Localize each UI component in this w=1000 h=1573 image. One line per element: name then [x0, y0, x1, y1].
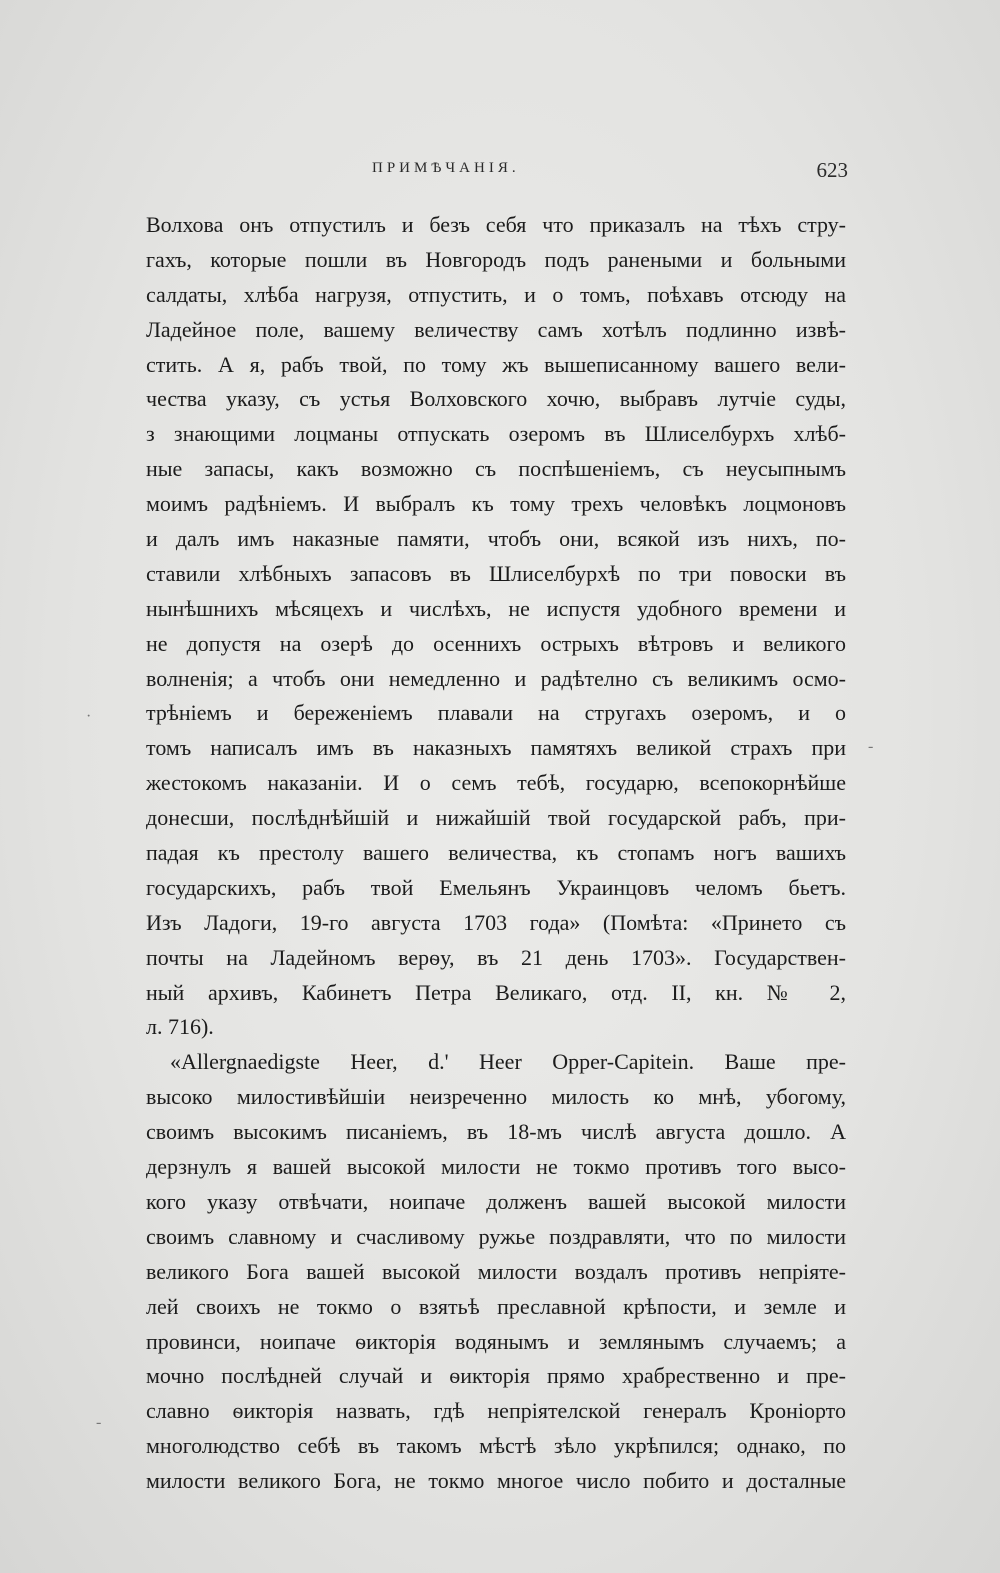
- text-line: моимъ радѣніемъ. И выбралъ къ тому трехъ человѣкъ лоцмоновъ: [146, 491, 846, 517]
- text-line: не допустя на озерѣ до осеннихъ острыхъ вѣтровъ и великого: [146, 630, 846, 656]
- text-line: и далъ имъ наказные памяти, чтобъ они, всякой изъ нихъ, по-: [146, 526, 846, 552]
- text-line: Волхова онъ отпустилъ и безъ себя что приказалъ на тѣхъ стру-: [146, 212, 846, 237]
- text-line: ставили хлѣбныхъ запасовъ въ Шлиселбурхѣ по три повоски въ: [146, 560, 846, 586]
- text-line: многолюдство себѣ въ такомъ мѣстѣ зѣло укрѣпился; однако, по: [146, 1433, 846, 1459]
- running-title: ПРИМѢЧАНІЯ.: [372, 160, 520, 176]
- text-line: жестокомъ наказаніи. И о семъ тебѣ, государю, всепокорнѣйше: [146, 770, 846, 796]
- text-line: кого указу отвѣчати, ноипаче долженъ вашей высокой милости: [146, 1188, 846, 1214]
- text-line: своимъ славному и счасливому ружье поздравляти, что по милости: [146, 1223, 846, 1249]
- text-line: падая къ престолу вашего величества, къ стопамъ ногъ вашихъ: [146, 840, 846, 866]
- text-line: стить. А я, рабъ твой, по тому жъ вышеписанному вашего вели-: [146, 351, 846, 377]
- text-line: нынѣшнихъ мѣсяцехъ и числѣхъ, не испустя удобного времени и: [146, 595, 846, 621]
- text-line: почты на Ладейномъ верѳу, въ 21 день 1703». Государствен-: [146, 944, 846, 970]
- paragraph-1: [146, 208, 846, 1045]
- text-line: своимъ высокимъ писаніемъ, въ 18-мъ числѣ августа дошло. А: [146, 1119, 846, 1145]
- body-text: [146, 208, 846, 1499]
- text-line: л. 716).: [146, 1014, 214, 1040]
- text-line: чества указу, съ устья Волховского хочю, выбравъ лутчіе суды,: [146, 386, 846, 412]
- text-line: донесши, послѣднѣйшій и нижайшій твой государской рабъ, при-: [146, 805, 846, 831]
- margin-speck: -: [96, 1414, 102, 1431]
- margin-speck: ·: [86, 708, 92, 725]
- text-line: славно ѳикторія назвать, гдѣ непріятелской генералъ Кроніорто: [146, 1398, 846, 1424]
- text-line: томъ написалъ имъ въ наказныхъ памятяхъ великой страхъ при: [146, 735, 846, 761]
- text-line: провинси, ноипаче ѳикторія водянымъ и землянымъ случаемъ; а: [146, 1328, 846, 1354]
- text-line: лей своихъ не токмо о взятьѣ преславной крѣпости, и земле и: [146, 1293, 846, 1319]
- text-line: милости великого Бога, не токмо многое число побито и досталные: [146, 1468, 846, 1494]
- margin-speck: -: [868, 738, 874, 755]
- text-line: з знающими лоцманы отпускать озеромъ въ Шлиселбурхъ хлѣб-: [146, 421, 846, 447]
- text-line: дерзнулъ я вашей высокой милости не токмо противъ того высо-: [146, 1154, 846, 1180]
- text-line: ные запасы, какъ возможно съ поспѣшеніемъ, съ неусыпнымъ: [146, 456, 846, 482]
- text-line: «Allergnaedigste Heer, d.' Heer Opper-Capitein. Ваше пре-: [170, 1049, 846, 1075]
- text-line: великого Бога вашей высокой милости воздалъ противъ непріяте-: [146, 1258, 846, 1284]
- text-line: мочно послѣдней случай и ѳикторія прямо храбрественно и пре-: [146, 1363, 846, 1389]
- text-line: салдаты, хлѣба нагрузя, отпустить, и о томъ, поѣхавъ отсюду на: [146, 281, 846, 307]
- paragraph-2: [146, 1045, 846, 1499]
- text-line: высоко милостивѣйшіи неизреченно милость ко мнѣ, убогому,: [146, 1084, 846, 1110]
- text-line: трѣніемъ и береженіемъ плавали на стругахъ озеромъ, и о: [146, 700, 846, 726]
- page-number: 623: [816, 158, 848, 182]
- text-line: ный архивъ, Кабинетъ Петра Великаго, отд. II, кн. № 2,: [146, 979, 846, 1005]
- text-line: Изъ Ладоги, 19-го августа 1703 года» (Помѣта: «Принето съ: [146, 909, 846, 935]
- text-line: гахъ, которые пошли въ Новгородъ подъ ранеными и больными: [146, 246, 846, 272]
- text-line: государскихъ, рабъ твой Емельянъ Украинцовъ челомъ бьетъ.: [146, 874, 846, 900]
- text-line: волненія; а чтобъ они немедленно и радѣтелно съ великимъ осмо-: [146, 665, 846, 691]
- text-line: Ладейное поле, вашему величеству самъ хотѣлъ подлинно извѣ-: [146, 316, 846, 342]
